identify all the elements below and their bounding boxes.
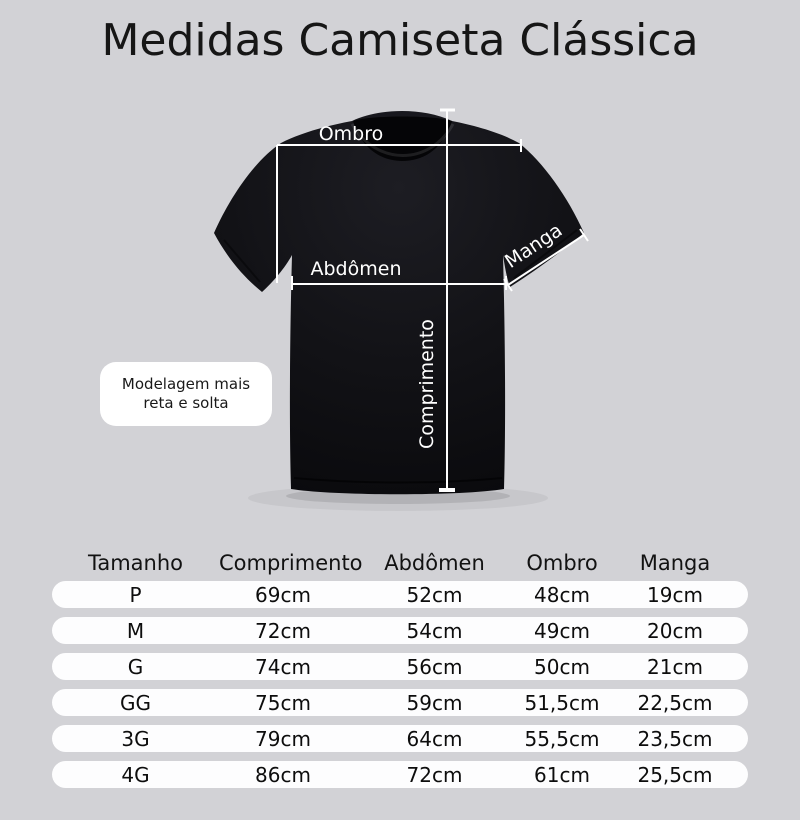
- table-cell: 55,5cm: [524, 726, 600, 751]
- abdomen-label: Abdômen: [310, 258, 402, 280]
- table-cell: 61cm: [534, 762, 590, 787]
- table-cell: 25,5cm: [637, 762, 713, 787]
- table-row: [52, 725, 748, 752]
- table-row: [52, 653, 748, 680]
- table-row: [52, 761, 748, 788]
- table-body: [52, 581, 748, 788]
- table-cell: 56cm: [406, 654, 463, 679]
- page-title: Medidas Camiseta Clássica: [101, 15, 699, 66]
- table-cell: 50cm: [534, 654, 590, 679]
- table-cell: M: [126, 618, 145, 643]
- table-row: [52, 689, 748, 716]
- header-tamanho: Tamanho: [87, 551, 183, 575]
- fit-note-line2: reta e solta: [143, 394, 229, 412]
- manga-label: Manga: [501, 219, 567, 273]
- table-cell: 74cm: [255, 654, 311, 679]
- table-cell: 86cm: [255, 762, 311, 787]
- table-cell: P: [129, 582, 142, 607]
- table-cell: 52cm: [406, 582, 463, 607]
- ombro-label: Ombro: [318, 123, 384, 145]
- table-cell: 21cm: [647, 654, 703, 679]
- table-row: [52, 581, 748, 608]
- size-table: [52, 545, 748, 797]
- table-cell: 49cm: [534, 618, 590, 643]
- table-cell: 75cm: [255, 690, 311, 715]
- table-cell: G: [127, 654, 144, 679]
- table-cell: GG: [120, 690, 151, 715]
- header-comprimento: Comprimento: [219, 551, 363, 575]
- fit-note-line1: Modelagem mais: [121, 375, 251, 393]
- header-abdomen: Abdômen: [384, 551, 485, 575]
- table-cell: 3G: [121, 726, 150, 751]
- comprimento-label: Comprimento: [416, 319, 438, 449]
- table-cell: 20cm: [647, 618, 703, 643]
- header-ombro: Ombro: [526, 551, 598, 575]
- table-cell: 23,5cm: [637, 726, 713, 751]
- table-cell: 4G: [121, 762, 150, 787]
- table-row: [52, 617, 748, 644]
- table-cell: 51,5cm: [524, 690, 600, 715]
- table-cell: 72cm: [406, 762, 463, 787]
- header-manga: Manga: [639, 551, 711, 575]
- tshirt-silhouette: [214, 111, 584, 494]
- size-table-header: [52, 545, 748, 581]
- table-cell: 22,5cm: [637, 690, 713, 715]
- table-cell: 54cm: [406, 618, 463, 643]
- table-cell: 19cm: [647, 582, 703, 607]
- table-cell: 79cm: [255, 726, 311, 751]
- table-cell: 59cm: [406, 690, 463, 715]
- fit-note: [100, 362, 272, 426]
- table-cell: 48cm: [534, 582, 590, 607]
- table-cell: 64cm: [406, 726, 463, 751]
- table-cell: 69cm: [255, 582, 311, 607]
- table-cell: 72cm: [255, 618, 311, 643]
